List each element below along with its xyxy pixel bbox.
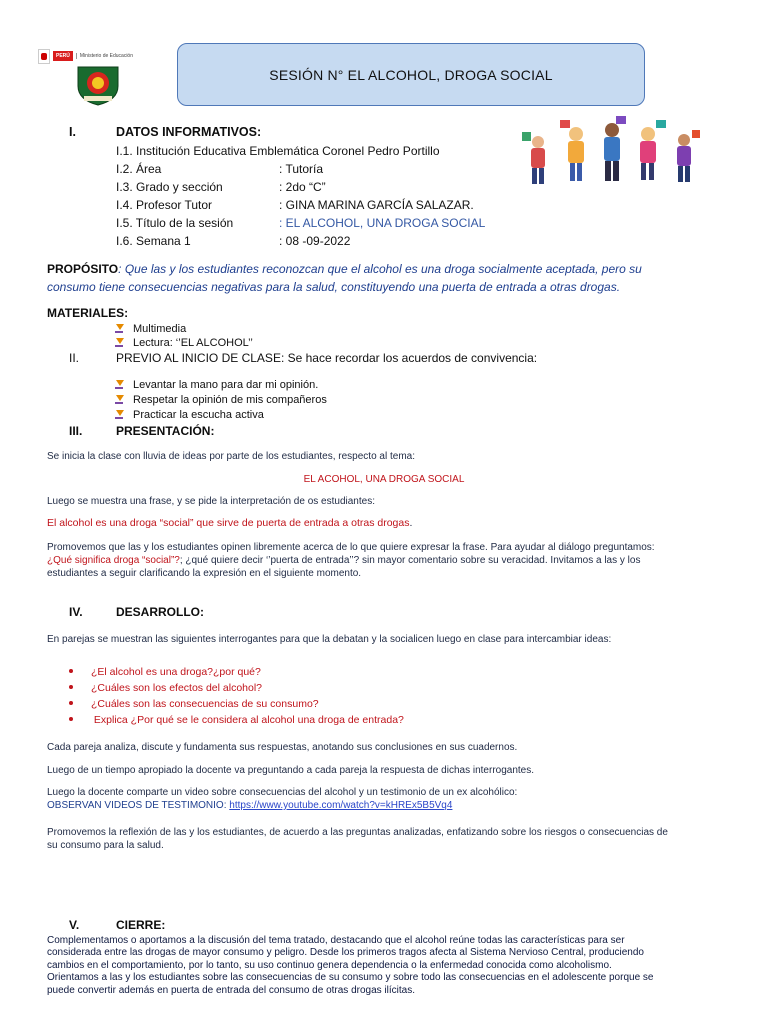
presentacion-p3: Promovemos que las y los estudiantes opinen libremente acerca de lo que quiere expresar la frase. Para ayudar al diálogo preguntamos: ¿Qué significa droga “social”?; ¿qué quiere decir ‘’puerta de entrada’’? sin mayor comentario sobre su veracidad. Invitamos a las y los estudiantes a seguir clarificando la expresión en el siguiente momento. [47,542,655,579]
materiales-list [115,322,253,350]
presentacion-frase-end: . [409,517,413,529]
presentacion-frase-line [47,517,412,529]
presentacion-frase: El alcohol es una droga “social” que sirve de puerta de entrada a otras drogas [47,517,410,529]
cierre-paragraph: Complementamos o aportamos a la discusión del tema tratado, destacando que el alcohol reúne todas las características para ser considerada entre las drogas de mayor consumo y peligro. Desde los primeros tragos afecta al Sistema Nervioso Central, produciendo cambios en el comportamiento, por lo tanto, su uso continuo genera dependencia o la enfermedad conocida como alcoholismo. Orientamos a las y los estudiantes sobre las consecuencias de su consumo y sobre todo las consecuencias en el adolescente porque se puede convertir además en puerta de entrada del consumo de otras drogas ilícitas. [47,935,654,996]
list-item: Respetar la opinión de mis compañeros [115,393,327,408]
datos-row-profesor-value: : GINA MARINA GARCÍA SALAZAR. [279,198,474,212]
session-title-box [177,43,645,106]
previo-heading: PREVIO AL INICIO DE CLASE: [116,351,285,365]
previo-text: Se hace recordar los acuerdos de convivencia: [284,351,538,365]
student-figure [560,120,584,181]
list-item: ¿El alcohol es una droga?¿por qué? [69,664,404,680]
proposito-label: PROPÓSITO [47,262,119,276]
list-item: Lectura: ‘’EL ALCOHOL’’ [115,336,253,350]
bullet-dot-icon [69,685,73,689]
datos-row-profesor-label: I.4. Profesor Tutor [116,198,213,212]
datos-row-grado-value: : 2do “C” [279,180,326,194]
presentacion-p1: Se inicia la clase con lluvia de ideas por parte de los estudiantes, respecto al tema: [47,451,415,462]
section-number-3: III. [69,424,83,438]
videos-label: OBSERVAN VIDEOS DE TESTIMONIO: [47,800,230,811]
previo-line [116,351,537,365]
desarrollo-p4: Luego la docente comparte un video sobre consecuencias del alcohol y un testimonio de un ex alcohólico: [47,787,518,798]
presentacion-question: ¿Qué significa droga “social”? [47,555,180,566]
bullet-dot-icon [69,701,73,705]
desarrollo-p1: En parejas se muestran las siguientes interrogantes para que la debatan y la socialicen luego en clase para intercambiar ideas: [47,634,612,645]
arrow-bullet-icon [115,410,123,419]
desarrollo-p5: Promovemos la reflexión de las y los estudiantes, de acuerdo a las preguntas analizadas, enfatizando sobre los riesgos o consecuencias de su consumo para la salud. [47,827,668,851]
presentacion-p2: Luego se muestra una frase, y se pide la interpretación de os estudiantes: [47,496,375,507]
proposito-block [47,260,723,296]
datos-row-institucion: I.1. Institución Educativa Emblemática Coronel Pedro Portillo [116,144,440,158]
arrow-bullet-icon [115,338,123,347]
datos-row-grado-label: I.3. Grado y sección [116,180,223,194]
list-item: Levantar la mano para dar mi opinión. [115,378,327,393]
ministry-logo-label: Ministerio de Educación [76,53,133,59]
arrow-bullet-icon [115,395,123,404]
peru-logo-label: PERÚ [53,51,73,61]
student-figure [640,120,666,180]
datos-row-area-label: I.2. Área [116,162,162,176]
section-number-5: V. [69,918,80,932]
datos-row-semana-value: : 08 -09-2022 [279,234,351,248]
student-figure [677,130,700,182]
cierre-heading: CIERRE: [116,918,166,932]
desarrollo-p2: Cada pareja analiza, discute y fundamenta sus respuestas, anotando sus conclusiones en sus cuadernos. [47,742,518,753]
peru-ministry-logo [38,48,140,64]
students-jumping-illustration [516,112,706,190]
list-item: ¿Cuáles son las consecuencias de su consumo? [69,696,404,712]
proposito-text-2: consumo tiene consecuencias negativas para la salud, constituyendo una puerta de entrada a otras drogas. [47,280,621,294]
datos-row-area-value: : Tutoría [279,162,324,176]
student-figure [604,116,626,181]
peru-flag-icon [38,49,50,64]
list-item: Multimedia [115,322,253,336]
arrow-bullet-icon [115,380,123,389]
section-number-1: I. [69,125,76,139]
desarrollo-heading: DESARROLLO: [116,605,204,619]
desarrollo-questions [69,664,404,728]
list-item: Practicar la escucha activa [115,408,327,423]
datos-row-titulo-value: : EL ALCOHOL, UNA DROGA SOCIAL [279,216,486,230]
school-shield-icon [74,64,122,106]
materiales-heading: MATERIALES: [47,306,129,320]
datos-heading: DATOS INFORMATIVOS: [116,125,262,139]
previo-list [115,378,327,423]
proposito-colon: : [118,262,125,276]
student-figure [522,132,545,184]
datos-row-titulo-label: I.5. Título de la sesión [116,216,234,230]
youtube-video-link[interactable]: https://www.youtube.com/watch?v=kHREx5B5Vq4 [229,800,453,811]
desarrollo-p3: Luego de un tiempo apropiado la docente va preguntando a cada pareja la respuesta de dichas interrogantes. [47,765,535,776]
proposito-text-1: Que las y los estudiantes reconozcan que el alcohol es una droga socialmente aceptada, pero su [124,262,642,276]
section-number-2: II. [69,351,80,365]
bullet-dot-icon [69,669,73,673]
list-item: ¿Cuáles son los efectos del alcohol? [69,680,404,696]
arrow-bullet-icon [115,324,123,333]
datos-row-semana-label: I.6. Semana 1 [116,234,191,248]
list-item: Explica ¿Por qué se le considera al alcohol una droga de entrada? [69,712,404,728]
bullet-dot-icon [69,717,73,721]
desarrollo-videos-line [47,799,452,812]
presentacion-heading: PRESENTACIÓN: [116,424,215,438]
section-number-4: IV. [69,605,83,619]
presentacion-tema: EL ACOHOL, UNA DROGA SOCIAL [303,474,465,485]
session-title: SESIÓN N° EL ALCOHOL, DROGA SOCIAL [269,66,553,83]
